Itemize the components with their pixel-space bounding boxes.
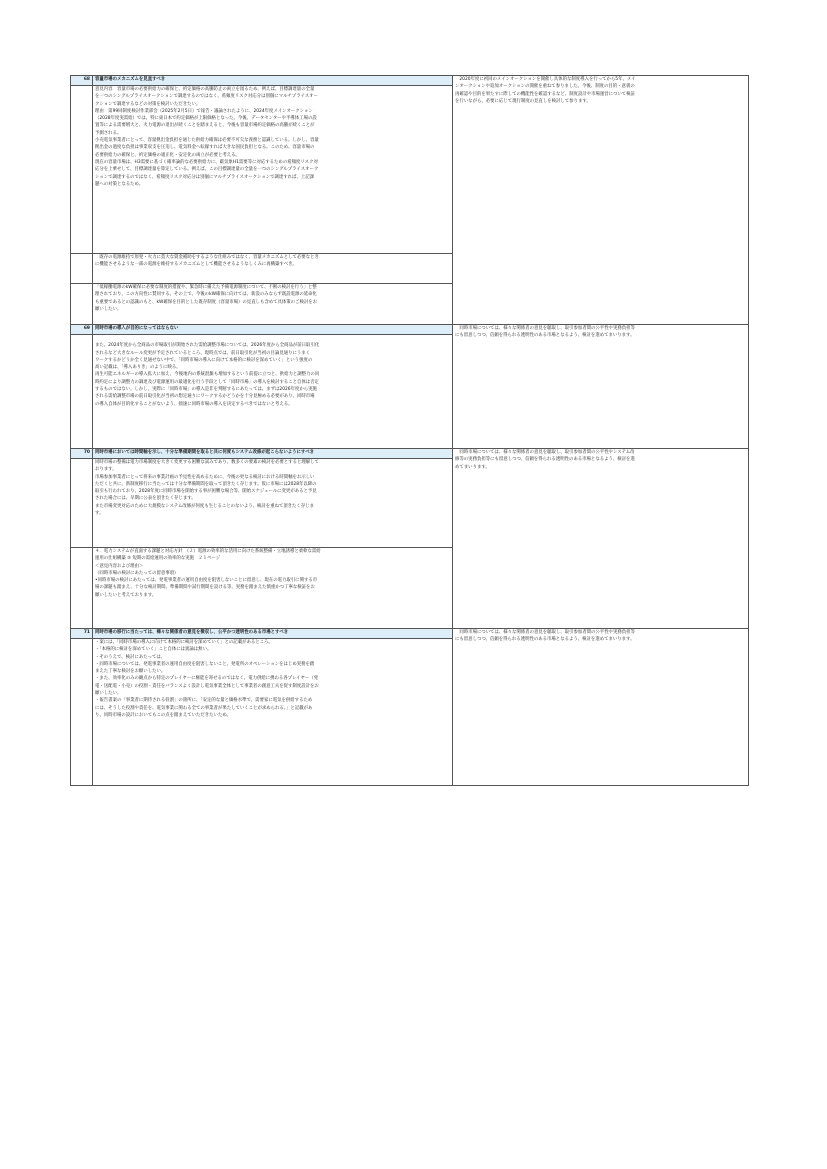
opinion-response-table bbox=[70, 75, 749, 786]
table-row bbox=[71, 449, 749, 459]
item-title: 同時市場の移行に当たっては、様々な関係者の意見を徴収し、公平かつ透明性のある市場とすべき bbox=[93, 629, 453, 639]
item-title: 容量市場のメカニズムを見直すべき bbox=[93, 76, 453, 86]
item-title: 同時市場の導入が目的になってはならない bbox=[93, 325, 453, 335]
opinion-paragraph: ・案には、「同時市場の導入に向けて本格的に検討を深めていく」との記載があるところ。 ・「本格的に検討を深めていく」こと自体には異論は無い。 ・そのうえで、検討にあたっては、 ・同時市場については、発電事業者の運用自由度を阻害しないこと、発電所のオペレーションをはじめ実務を踏 まえた丁寧な検討をお願いしたい。 ・また、効率化のみの観点から特定のプレイヤーに権能を寄せるのではなく、電力供給に携わる各プレイヤー（発 電・送配電・小売）の役割・責任をバランスよく設計し電気事業全体として事業者の創意工夫を促す制度設計をお 願いしたい。 ・報告書案の「事業者に期待される役割」の箇所に、「安定的な量と価格水準で、需要家に電気を供給するため には、そうした役割や責任を、電気事業に関わる全ての事業者が果たしていくことが求められる。」と記載があ り、同時市場の設計においてもこの点を踏まえていただきたいため。 bbox=[93, 639, 453, 786]
response-cell: 2020年度に初回のメインオークションを開催し具体的な制度導入を行ってから5年、メイ ンオークションや追加オークションの開催を重ねて参りました。今後、制度の目的・意義の 再確認や目的を果たすに際しての機能性を確認するなど、制度設計や市場運営について検証 を行いながら、必要に応じて現行制度の見直しを検討して参ります。 bbox=[453, 76, 749, 325]
table-row bbox=[71, 629, 749, 639]
item-number: 71 bbox=[71, 629, 93, 639]
opinion-paragraph: 既存の電源維持で原発・火力に莫大な資金補助をするような仕組みではなく、容量メカニズムとして必要なとき に機能させるような一部の電源を維持するメカニズムとして機能させるようなしくみに再構築すべき。 bbox=[93, 254, 453, 284]
item-number: 70 bbox=[71, 449, 93, 459]
opinion-paragraph: 意見内容 容量市場の必要供給力の確保と、約定価格の高騰防止の両立を図るため、例えば、目標調達量の全量 を一つのシングルプライスオークションで調達するのではなく、希頻度リスク対応分は別個にマルチプライスオー クションで調達するなどの対策を検討いただきたい。 理由 第99回制度検討作業部会（2025年2月5日）で報告・議論されたように、2024年度メインオークション （2028年度実需給）では、特に東日本で約定価格が上限価格となった。今後、データセンターや半導体工場の設 置等による需要増大と、火力電源の退出が続くことを踏まえると、今後も容量市場約定価格の高騰が続くことが 予測される。 小売電気事業者にとって、容量拠出金負担を通じた供給力確保は必要不可欠な義務と認識している。しかし、容量 拠出金の過度な負担は事業収支を圧迫し、電気料金へ転嫁すれば大きな国民負担となる。このため、容量市場の 必要供給力の確保と、約定価格の適正化・安定化の両立が必要と考える。 現在の容量市場は、H3需要に基づく確率論的な必要供給力に、厳気象H1需要等に対応するための希頻度リスク対 応分を上乗せして、目標調達量を算定している。例えば、この目標調達量の全量を一つのシングルプライスオーク ションで調達するのではなく、希頻度リスク対応分は別個にマルチプライスオークションで調達すれば、上記課 題への対策となるため。 bbox=[93, 86, 453, 254]
response-cell: 同時市場については、様々な関係者の意見を聴取し、取引参加者間の公平性や実務負担等 にも留意しつつ、信頼を得られる透明性のある市場となるよう、検討を進めてまいります。 bbox=[453, 629, 749, 786]
item-number: 69 bbox=[71, 325, 93, 335]
item-number: 68 bbox=[71, 76, 93, 86]
opinion-paragraph: 同時市場の整備は電力市場制度を大きく変更する困難な試みであり、数多くの要素の検討を必要とすると理解して おります。 市場参加事業者にとって将来の事業計画の予見性を高めるために、今後の更なる検討における時間軸をお示しい ただくと共に、新制度移行に当たっては十分な準備期間を取って頂きたく存じます。仮に市場には2028年以降の 取引も行われており、2028年度に同時市場を開始する事が困難な場合等、開始スケジュールに変更があると予見 された場合には、早期に公表を頂きたく存じます。 また市場変更対応のために大規模なシステム改修が何度も生じることのないよう、検討を重ねて頂きたく存じま す。 bbox=[93, 459, 453, 548]
opinion-paragraph: 「低稼働電源のkW確保に必要な制度的措置や、緊急時に備えた予備電源制度について、不断の検討を行う」と整 理されており、この方向性に賛同する。その上で、今後のkW確保に向けては、新設のみならず既設電源の延命化 も重要であるとの認識のもと、kW確保を目的とした既存制度（容量市場）の見直しも含めて具体策のご検討をお 願いしたい。 bbox=[93, 284, 453, 325]
response-cell: 同時市場については、様々な関係者の意見を聴取し、取引参加者間の公平性やシステム改 修等の実務負担等にも留意しつつ、信頼を得られる透明性のある市場となるよう、検討を進 めてまいります。 bbox=[453, 449, 749, 629]
opinion-paragraph: また、2024年度から全商品の市場取引が開始された需給調整市場については、2026年度から全商品が前日取引化 されるなど大きなルール変更が予定されているところ、現時点では、前日取引化が当初の目論見通りにうまく ワークするかどうか全く見通せない中で、「同時市場の導入に向けて本格的に検討を深めていく」という強度の 高い記載は、「導入ありき」のように映る。 再生可能エネルギーの導入拡大に加え、今後地内の系統混雑も増加するという前提に立つと、供給力と調整力の同 時約定により調整力の調達及び電源運用の最適化を行う手段として「同時市場」の導入を検討すること自体は否定 するものではない。しかし、実際に「同時市場」の導入是非を判断するにあたっては、まずは2026年度から実施 される需給調整市場の前日取引化が当初の想定通りにワークするかどうかを十分見極める必要があり、同時市場 の導入自体が目的化することがないよう、拙速に同時市場の導入を決定するべきではないと考える。 bbox=[93, 335, 453, 449]
item-title: 同時市場においては時間軸を示し、十分な準備期間を取ると共に何度もシステム改修が起こらないようにすべき bbox=[93, 449, 453, 459]
response-cell: 同時市場については、様々な関係者の意見を聴取し、取引参加者間の公平性や実務負担等 にも留意しつつ、信頼を得られる透明性のある市場となるよう、検討を進めてまいります。 bbox=[453, 325, 749, 449]
opinion-paragraph: ４．電力システムが直面する課題と対応方針 （２）電源の効率的な活用に向けた系統整備・立地誘導と柔軟な需給 運用の仕組構築 ⑤ 短期の需給運用の効率的な実施 ２１ページ ＜意見内容および理由＞ （同時市場の検討にあたっての留意事項） •同時市場の検討にあたっては、発電事業者の運用自由度を阻害しないことに留意し、現在の電力取引に関する市 場の課題も踏まえ、十分な検討期間、準備期間や試行期間を設ける等、実務を踏まえた慎重かつ丁寧な検証をお 願いしたいと考えております。 bbox=[93, 548, 453, 629]
table-row bbox=[71, 325, 749, 335]
table-row bbox=[71, 76, 749, 86]
